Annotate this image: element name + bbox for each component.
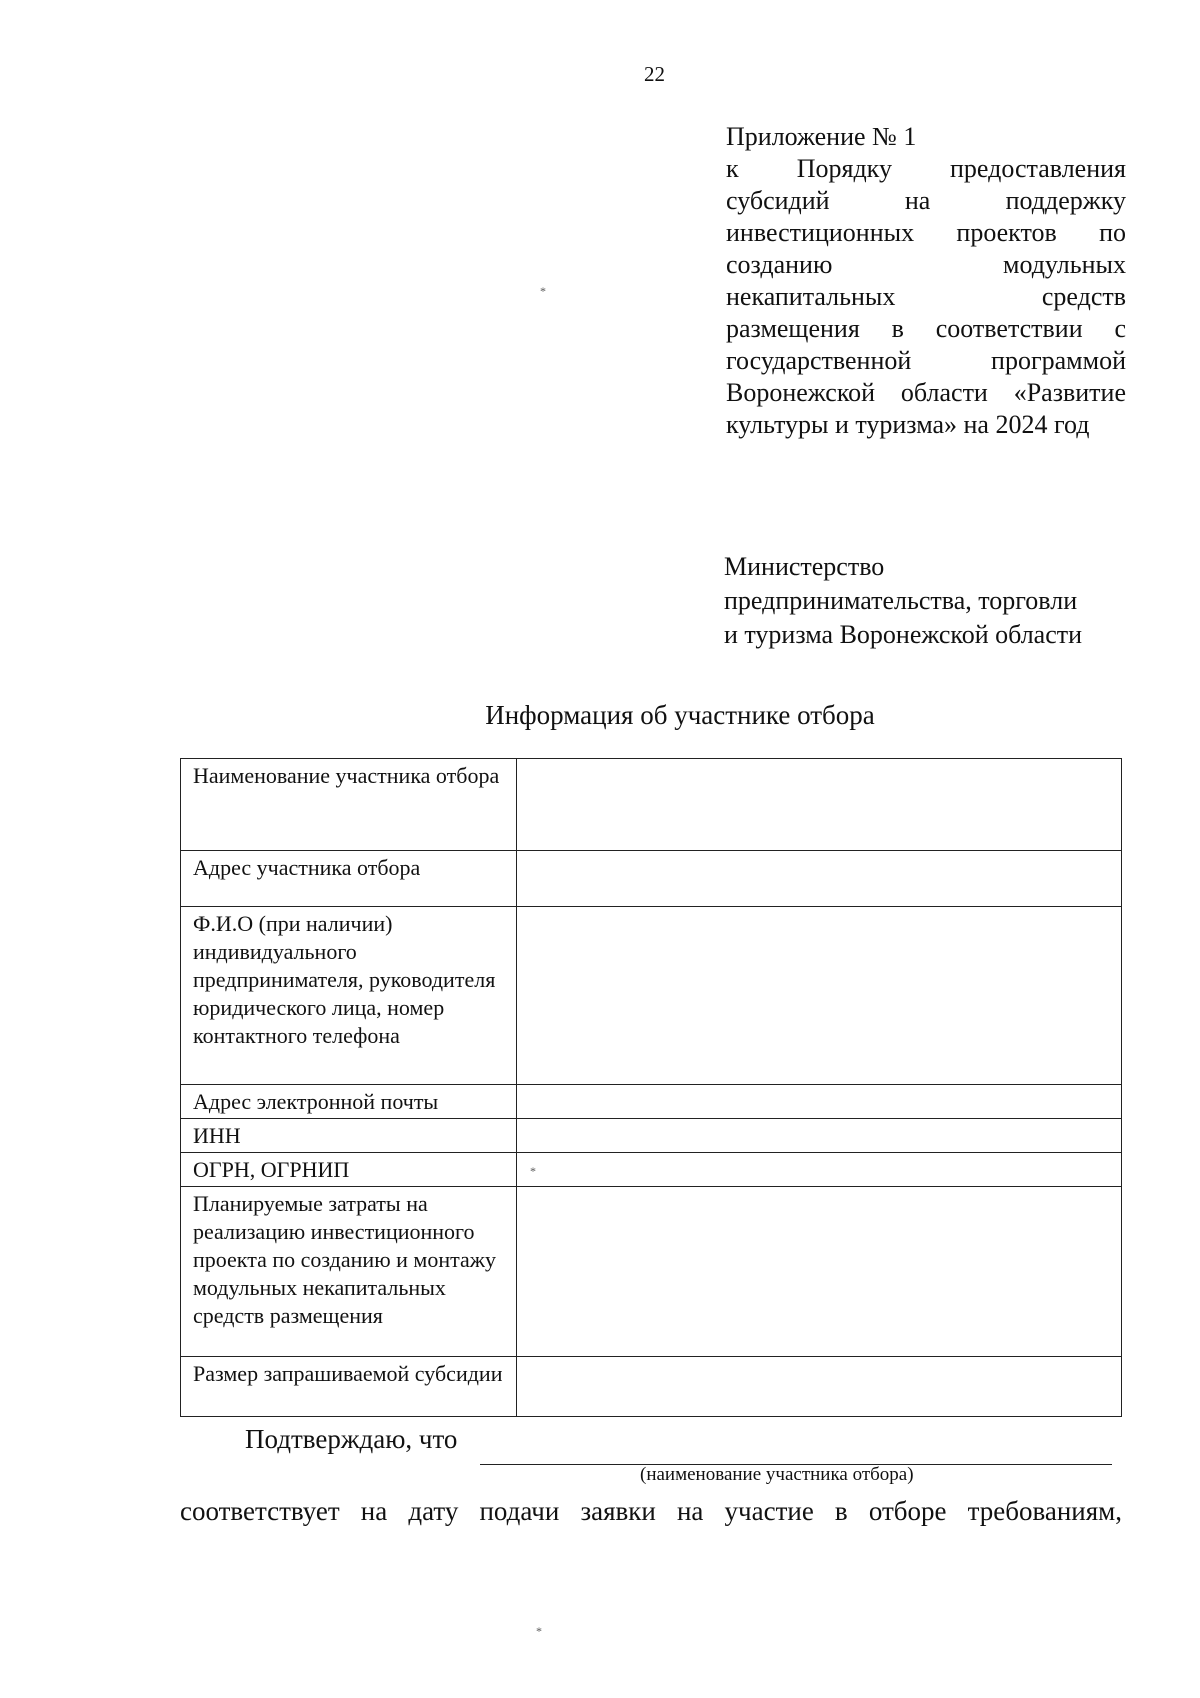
- participant-info-table: [180, 758, 1122, 1417]
- row-value[interactable]: [517, 907, 1122, 1085]
- row-label: Адрес электронной почты: [181, 1085, 517, 1119]
- table-row: [181, 907, 1122, 1085]
- recipient-block: [724, 550, 1144, 652]
- row-value[interactable]: [517, 1153, 1122, 1187]
- table-row: [181, 1085, 1122, 1119]
- appendix-text: к Порядку предоставления субсидий на поддержку инвестиционных проектов по созданию модульных некапитальных средств размещения в соответствии с государственной программой Воронежской области «Развитие культуры и туризма» на 2024 год: [726, 154, 1126, 439]
- appendix-title: Приложение № 1: [726, 122, 917, 151]
- row-label: Наименование участника отбора: [181, 759, 517, 851]
- confirmation-prefix: Подтверждаю, что: [245, 1424, 458, 1454]
- table-row: [181, 1153, 1122, 1187]
- document-title: Информация об участнике отбора: [485, 700, 875, 730]
- row-value[interactable]: [517, 1119, 1122, 1153]
- confirmation-continuation: соответствует на дату подачи заявки на участие в отборе требованиям,: [180, 1496, 1122, 1526]
- table-row: [181, 759, 1122, 851]
- appendix-block: [726, 121, 1126, 441]
- row-value[interactable]: [517, 1085, 1122, 1119]
- row-label: ИНН: [181, 1119, 517, 1153]
- table-row: [181, 1187, 1122, 1357]
- row-label: Адрес участника отбора: [181, 851, 517, 907]
- page-number: 22: [644, 62, 665, 86]
- recipient-line: Министерство: [724, 552, 885, 581]
- row-label: ОГРН, ОГРНИП: [181, 1153, 517, 1187]
- scan-speck: *: [540, 284, 546, 298]
- row-label: Размер запрашиваемой субсидии: [181, 1357, 517, 1417]
- scan-speck: *: [536, 1624, 542, 1638]
- recipient-line: предпринимательства, торговли: [724, 586, 1078, 615]
- row-value[interactable]: [517, 851, 1122, 907]
- row-value[interactable]: [517, 1357, 1122, 1417]
- row-value[interactable]: [517, 759, 1122, 851]
- table-row: [181, 1357, 1122, 1417]
- table-row: [181, 851, 1122, 907]
- recipient-line: и туризма Воронежской области: [724, 620, 1083, 649]
- row-label: Ф.И.О (при наличии) индивидуального предпринимателя, руководителя юридического лица, номер контактного телефона: [181, 907, 517, 1085]
- blank-caption: (наименование участника отбора): [640, 1464, 914, 1485]
- scan-speck: *: [530, 1164, 536, 1178]
- table-row: [181, 1119, 1122, 1153]
- row-label: Планируемые затраты на реализацию инвестиционного проекта по созданию и монтажу модульных некапитальных средств размещения: [181, 1187, 517, 1357]
- row-value[interactable]: [517, 1187, 1122, 1357]
